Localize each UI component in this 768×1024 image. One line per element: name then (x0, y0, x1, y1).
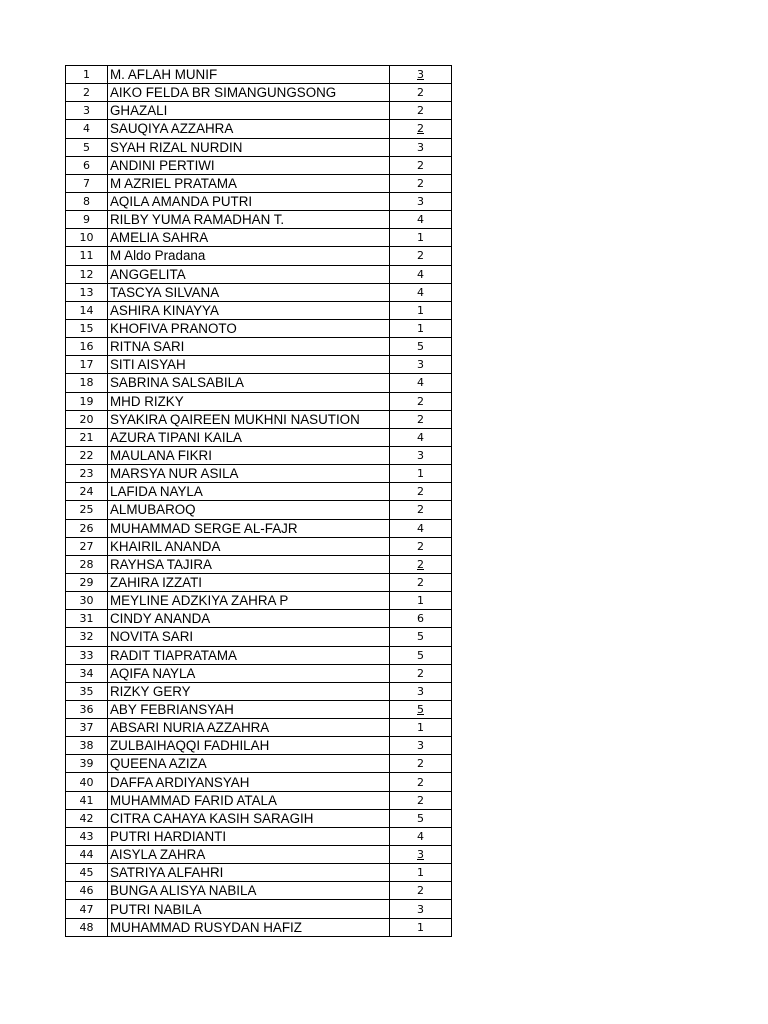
score-value: 1 (417, 594, 424, 608)
row-number-cell[interactable]: 12 (66, 265, 108, 283)
row-number-cell[interactable]: 18 (66, 374, 108, 392)
score-cell[interactable] (390, 592, 452, 610)
row-number-cell[interactable]: 39 (66, 755, 108, 773)
table-row (66, 483, 452, 501)
score-cell[interactable] (390, 537, 452, 555)
student-name-cell[interactable]: CINDY ANANDA (108, 610, 390, 628)
score-value: 3 (417, 739, 424, 753)
score-cell[interactable] (390, 102, 452, 120)
student-name-cell[interactable]: LAFIDA NAYLA (108, 483, 390, 501)
score-value: 3 (417, 684, 424, 698)
score-value: 3 (417, 902, 424, 916)
table-row (66, 773, 452, 791)
student-name-cell[interactable]: CITRA CAHAYA KASIH SARAGIH (108, 809, 390, 827)
score-cell[interactable] (390, 646, 452, 664)
student-name-cell[interactable]: KHAIRIL ANANDA (108, 537, 390, 555)
row-number-cell[interactable]: 24 (66, 483, 108, 501)
score-cell[interactable] (390, 392, 452, 410)
table-row (66, 174, 452, 192)
table-row (66, 319, 452, 337)
student-table (65, 65, 452, 937)
score-value: 3 (417, 358, 424, 372)
score-value: 2 (417, 557, 424, 571)
table-row (66, 192, 452, 210)
row-number-cell[interactable]: 48 (66, 918, 108, 936)
row-number-cell[interactable]: 26 (66, 519, 108, 537)
score-value: 2 (417, 394, 424, 408)
score-cell[interactable] (390, 374, 452, 392)
score-cell[interactable] (390, 700, 452, 718)
row-number-cell[interactable]: 44 (66, 846, 108, 864)
table-row (66, 84, 452, 102)
student-name-cell[interactable]: NOVITA SARI (108, 628, 390, 646)
score-value: 4 (417, 285, 424, 299)
row-number-cell[interactable]: 43 (66, 827, 108, 845)
row-number-cell[interactable]: 9 (66, 211, 108, 229)
score-cell[interactable] (390, 465, 452, 483)
row-number-cell[interactable]: 4 (66, 120, 108, 138)
score-value: 3 (417, 848, 424, 862)
table-row (66, 592, 452, 610)
table-row (66, 356, 452, 374)
score-cell[interactable] (390, 138, 452, 156)
score-value: 2 (417, 775, 424, 789)
table-row (66, 301, 452, 319)
row-number-cell[interactable]: 10 (66, 229, 108, 247)
score-value: 2 (417, 485, 424, 499)
student-name-cell[interactable]: SYAKIRA QAIREEN MUKHNI NASUTION (108, 410, 390, 428)
score-cell[interactable] (390, 428, 452, 446)
row-number-cell[interactable]: 47 (66, 900, 108, 918)
score-cell[interactable] (390, 84, 452, 102)
row-number-cell[interactable]: 25 (66, 501, 108, 519)
table-row (66, 537, 452, 555)
student-name-cell[interactable]: MUHAMMAD FARID ATALA (108, 791, 390, 809)
row-number-cell[interactable]: 5 (66, 138, 108, 156)
table-row (66, 283, 452, 301)
table-row (66, 338, 452, 356)
score-value: 2 (417, 104, 424, 118)
score-cell[interactable] (390, 483, 452, 501)
table-row (66, 864, 452, 882)
student-name-cell[interactable]: MUHAMMAD RUSYDAN HAFIZ (108, 918, 390, 936)
row-number-cell[interactable]: 35 (66, 682, 108, 700)
row-number-cell[interactable]: 20 (66, 410, 108, 428)
student-name-cell[interactable]: RILBY YUMA RAMADHAN T. (108, 211, 390, 229)
row-number-cell[interactable]: 3 (66, 102, 108, 120)
score-value: 2 (417, 539, 424, 553)
score-value: 2 (417, 158, 424, 172)
score-value: 3 (417, 449, 424, 463)
row-number-cell[interactable]: 11 (66, 247, 108, 265)
score-value: 3 (417, 68, 424, 82)
student-name-cell[interactable]: PUTRI NABILA (108, 900, 390, 918)
score-value: 1 (417, 231, 424, 245)
row-number-cell[interactable]: 34 (66, 664, 108, 682)
row-number-cell[interactable]: 46 (66, 882, 108, 900)
score-value: 4 (417, 829, 424, 843)
score-value: 5 (417, 340, 424, 354)
student-name-cell[interactable]: ANDINI PERTIWI (108, 156, 390, 174)
score-cell[interactable] (390, 356, 452, 374)
table-row (66, 410, 452, 428)
score-cell[interactable] (390, 573, 452, 591)
score-cell[interactable] (390, 338, 452, 356)
score-cell[interactable] (390, 283, 452, 301)
table-row (66, 501, 452, 519)
score-value: 4 (417, 521, 424, 535)
table-row (66, 664, 452, 682)
table-row (66, 700, 452, 718)
student-name-cell[interactable]: ABSARI NURIA AZZAHRA (108, 719, 390, 737)
row-number-cell[interactable]: 31 (66, 610, 108, 628)
student-name-cell[interactable]: ANGGELITA (108, 265, 390, 283)
table-row (66, 682, 452, 700)
student-name-cell[interactable]: M AZRIEL PRATAMA (108, 174, 390, 192)
score-cell[interactable] (390, 682, 452, 700)
score-value: 2 (417, 503, 424, 517)
student-name-cell[interactable]: PUTRI HARDIANTI (108, 827, 390, 845)
score-value: 2 (417, 412, 424, 426)
table-row (66, 156, 452, 174)
student-name-cell[interactable]: MEYLINE ADZKIYA ZAHRA P (108, 592, 390, 610)
student-name-cell[interactable]: DAFFA ARDIYANSYAH (108, 773, 390, 791)
score-value: 4 (417, 213, 424, 227)
table-row (66, 918, 452, 936)
score-cell[interactable] (390, 174, 452, 192)
row-number-cell[interactable]: 30 (66, 592, 108, 610)
student-name-cell[interactable]: SABRINA SALSABILA (108, 374, 390, 392)
score-cell[interactable] (390, 501, 452, 519)
score-value: 1 (417, 866, 424, 880)
table-row (66, 428, 452, 446)
student-name-cell[interactable]: SATRIYA ALFAHRI (108, 864, 390, 882)
score-cell[interactable] (390, 628, 452, 646)
row-number-cell[interactable]: 28 (66, 555, 108, 573)
student-name-cell[interactable]: RITNA SARI (108, 338, 390, 356)
score-value: 1 (417, 322, 424, 336)
student-table-body (66, 66, 452, 937)
row-number-cell[interactable]: 41 (66, 791, 108, 809)
student-name-cell[interactable]: ABY FEBRIANSYAH (108, 700, 390, 718)
row-number-cell[interactable]: 21 (66, 428, 108, 446)
table-row (66, 809, 452, 827)
score-cell[interactable] (390, 773, 452, 791)
row-number-cell[interactable]: 2 (66, 84, 108, 102)
row-number-cell[interactable]: 6 (66, 156, 108, 174)
score-cell[interactable] (390, 446, 452, 464)
row-number-cell[interactable]: 23 (66, 465, 108, 483)
score-cell[interactable] (390, 229, 452, 247)
table-row (66, 846, 452, 864)
row-number-cell[interactable]: 1 (66, 66, 108, 84)
student-name-cell[interactable]: ZAHIRA IZZATI (108, 573, 390, 591)
row-number-cell[interactable]: 8 (66, 192, 108, 210)
score-value: 2 (417, 122, 424, 136)
table-row (66, 519, 452, 537)
table-row (66, 392, 452, 410)
row-number-cell[interactable]: 38 (66, 737, 108, 755)
student-name-cell[interactable]: MUHAMMAD SERGE AL-FAJR (108, 519, 390, 537)
table-row (66, 66, 452, 84)
row-number-cell[interactable]: 29 (66, 573, 108, 591)
score-cell[interactable] (390, 882, 452, 900)
row-number-cell[interactable]: 33 (66, 646, 108, 664)
score-value: 2 (417, 793, 424, 807)
table-row (66, 737, 452, 755)
row-number-cell[interactable]: 27 (66, 537, 108, 555)
score-cell[interactable] (390, 319, 452, 337)
student-name-cell[interactable]: ZULBAIHAQQI FADHILAH (108, 737, 390, 755)
score-value: 3 (417, 140, 424, 154)
row-number-cell[interactable]: 42 (66, 809, 108, 827)
table-row (66, 900, 452, 918)
score-cell[interactable] (390, 211, 452, 229)
score-value: 5 (417, 648, 424, 662)
row-number-cell[interactable]: 40 (66, 773, 108, 791)
score-value: 4 (417, 267, 424, 281)
student-name-cell[interactable]: RAYHSA TAJIRA (108, 555, 390, 573)
score-value: 1 (417, 303, 424, 317)
table-row (66, 120, 452, 138)
student-name-cell[interactable]: MAULANA FIKRI (108, 446, 390, 464)
student-name-cell[interactable]: AIKO FELDA BR SIMANGUNGSONG (108, 84, 390, 102)
row-number-cell[interactable]: 19 (66, 392, 108, 410)
score-value: 5 (417, 811, 424, 825)
table-row (66, 265, 452, 283)
table-row (66, 755, 452, 773)
score-value: 1 (417, 920, 424, 934)
table-row (66, 229, 452, 247)
score-cell[interactable] (390, 719, 452, 737)
table-row (66, 610, 452, 628)
row-number-cell[interactable]: 32 (66, 628, 108, 646)
score-cell[interactable] (390, 192, 452, 210)
student-name-cell[interactable]: QUEENA AZIZA (108, 755, 390, 773)
row-number-cell[interactable]: 45 (66, 864, 108, 882)
student-name-cell[interactable]: TASCYA SILVANA (108, 283, 390, 301)
student-name-cell[interactable]: AMELIA SAHRA (108, 229, 390, 247)
student-name-cell[interactable]: AZURA TIPANI KAILA (108, 428, 390, 446)
spreadsheet-page (65, 65, 448, 937)
student-name-cell[interactable]: SITI AISYAH (108, 356, 390, 374)
score-cell[interactable] (390, 156, 452, 174)
table-row (66, 719, 452, 737)
student-name-cell[interactable]: RIZKY GERY (108, 682, 390, 700)
row-number-cell[interactable]: 16 (66, 338, 108, 356)
student-name-cell[interactable]: AQILA AMANDA PUTRI (108, 192, 390, 210)
score-value: 5 (417, 702, 424, 716)
score-value: 2 (417, 576, 424, 589)
row-number-cell[interactable]: 15 (66, 319, 108, 337)
score-value: 6 (417, 612, 424, 626)
row-number-cell[interactable]: 37 (66, 719, 108, 737)
student-name-cell[interactable]: AQIFA NAYLA (108, 664, 390, 682)
student-name-cell[interactable]: ALMUBAROQ (108, 501, 390, 519)
student-name-cell[interactable]: BUNGA ALISYA NABILA (108, 882, 390, 900)
student-name-cell[interactable]: RADIT TIAPRATAMA (108, 646, 390, 664)
row-number-cell[interactable]: 7 (66, 174, 108, 192)
score-value: 2 (417, 757, 424, 771)
table-row (66, 573, 452, 591)
student-name-cell[interactable]: GHAZALI (108, 102, 390, 120)
score-cell[interactable] (390, 664, 452, 682)
score-value: 4 (417, 430, 424, 444)
student-name-cell[interactable]: AISYLA ZAHRA (108, 846, 390, 864)
score-cell[interactable] (390, 247, 452, 265)
student-name-cell[interactable]: SYAH RIZAL NURDIN (108, 138, 390, 156)
score-value: 2 (417, 176, 424, 190)
student-name-cell[interactable]: ASHIRA KINAYYA (108, 301, 390, 319)
score-value: 2 (417, 249, 424, 263)
score-cell[interactable] (390, 610, 452, 628)
score-cell[interactable] (390, 864, 452, 882)
score-cell[interactable] (390, 809, 452, 827)
score-cell[interactable] (390, 791, 452, 809)
score-value: 1 (417, 721, 424, 735)
score-cell[interactable] (390, 555, 452, 573)
row-number-cell[interactable]: 22 (66, 446, 108, 464)
score-value: 3 (417, 195, 424, 209)
score-value: 2 (417, 884, 424, 898)
row-number-cell[interactable]: 36 (66, 700, 108, 718)
row-number-cell[interactable]: 14 (66, 301, 108, 319)
table-row (66, 138, 452, 156)
score-cell[interactable] (390, 846, 452, 864)
row-number-cell[interactable]: 13 (66, 283, 108, 301)
table-row (66, 882, 452, 900)
table-row (66, 102, 452, 120)
table-row (66, 791, 452, 809)
student-name-cell[interactable]: KHOFIVA PRANOTO (108, 319, 390, 337)
table-row (66, 446, 452, 464)
score-cell[interactable] (390, 755, 452, 773)
score-cell[interactable] (390, 900, 452, 918)
table-row (66, 465, 452, 483)
table-row (66, 555, 452, 573)
table-row (66, 211, 452, 229)
student-name-cell[interactable]: MHD RIZKY (108, 392, 390, 410)
table-row (66, 247, 452, 265)
score-value: 5 (417, 630, 424, 644)
score-cell[interactable] (390, 66, 452, 84)
student-name-cell[interactable]: MARSYA NUR ASILA (108, 465, 390, 483)
score-cell[interactable] (390, 410, 452, 428)
row-number-cell[interactable]: 17 (66, 356, 108, 374)
student-name-cell[interactable]: M. AFLAH MUNIF (108, 66, 390, 84)
table-row (66, 628, 452, 646)
student-name-cell[interactable]: SAUQIYA AZZAHRA (108, 120, 390, 138)
score-value: 2 (417, 86, 424, 100)
table-row (66, 827, 452, 845)
score-value: 4 (417, 376, 424, 390)
student-name-cell[interactable]: M Aldo Pradana (108, 247, 390, 265)
score-cell[interactable] (390, 827, 452, 845)
score-cell[interactable] (390, 737, 452, 755)
score-cell[interactable] (390, 519, 452, 537)
score-value: 1 (417, 467, 424, 481)
score-cell[interactable] (390, 301, 452, 319)
score-value: 2 (417, 666, 424, 680)
table-row (66, 374, 452, 392)
score-cell[interactable] (390, 918, 452, 936)
score-cell[interactable] (390, 120, 452, 138)
score-cell[interactable] (390, 265, 452, 283)
table-row (66, 646, 452, 664)
